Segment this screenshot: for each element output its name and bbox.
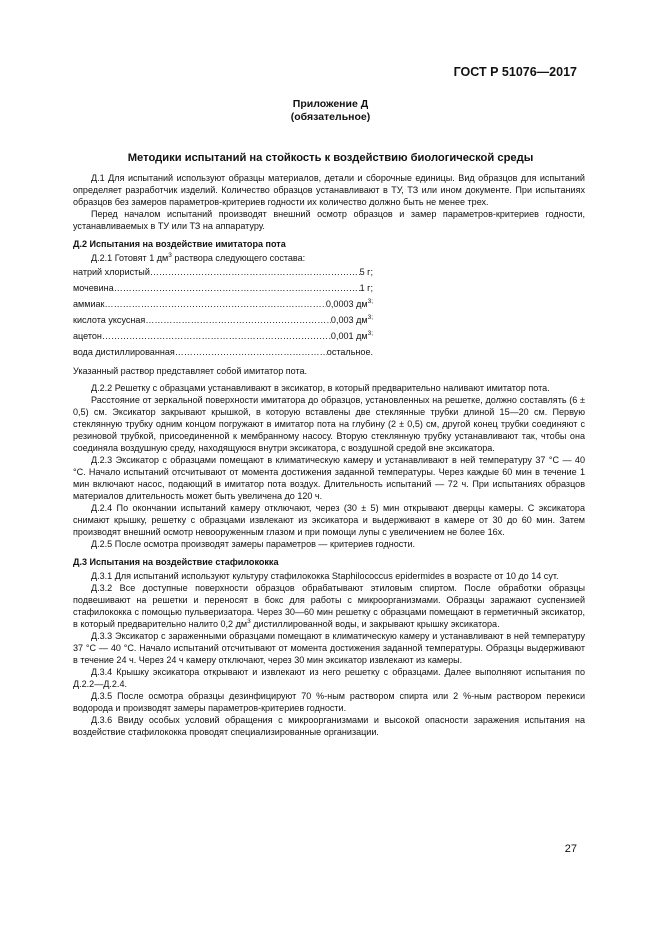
composition-item: ацетон …………………………………………………………………………………… 0,001 $дм^{3;}$ <box>73 328 373 344</box>
paragraph-d24: Д.2.4 По окончании испытаний камеру отключают, через (30 ± 5) мин открывают дверцы камеры. С эксикатора снимают крышку, решетку с образцами извлекают из эксикатора и выдерживают в камере от 30 до 60 мин. Затем производят внешний осмотр невооруженным глазом и при помощи лупы с увеличением не более 16х. <box>73 503 585 537</box>
composition-list <box>73 264 585 360</box>
paragraph-d1-inspection: Перед началом испытаний производят внешний осмотр образцов и замер параметров-критериев годности, устанавливаемых в ТУ или ТЗ на аппаратуру. <box>73 209 585 231</box>
paragraph-solution-note: Указанный раствор представляет собой имитатор пота. <box>73 366 308 376</box>
paragraph-d23: Д.2.3 Эксикатор с образцами помещают в климатическую камеру и устанавливают в ней температуру 37 °С — 40 °С. Начало испытаний отсчитывают от момента достижения заданной температуры. Через каждые 60 мин в течение 1 мин включают насос, подающий в имитатор пота воздух. Длительность испытаний — 72 ч. При испытаниях образцов материалов длительность может быть увеличена до 120 ч. <box>73 455 585 501</box>
section-title: Методики испытаний на стойкость к воздействию биологической среды <box>127 152 534 164</box>
page-number: 27 <box>564 843 577 855</box>
section-heading-d3: Д.3 Испытания на воздействие стафилококка <box>73 557 279 567</box>
paragraph-d31: Д.3.1 Для испытаний используют культуру стафилококка Staphilococcus epidermides в возрасте от 10 до 14 сут. <box>91 571 559 581</box>
document-body <box>73 172 585 738</box>
paragraph-d35: Д.3.5 После осмотра образцы дезинфицируют 70 %-ным раствором спирта или 2 %-ным раствором перекиси водорода и производят замеры параметров-критериев годности. <box>73 691 585 713</box>
paragraph-d33: Д.3.3 Эксикатор с зараженными образцами помещают в климатическую камеру и устанавливают в ней температуру 37 °С — 40 °С. Начало испытаний отсчитывают от момента достижения заданной температуры. Образцы выдерживают в течение 24 ч. Через 24 ч камеру отключают, через 30 мин эксикатор извлекают из камеры. <box>73 631 585 665</box>
paragraph-d22: Д.2.2 Решетку с образцами устанавливают в эксикатор, в который предварительно наливают имитатор пота. <box>91 383 550 393</box>
paragraph-d21: Д.2.1 Готовят 1 $дм^3$ раствора следующего состава: <box>91 251 306 263</box>
paragraph-d1: Д.1 Для испытаний используют образцы материалов, детали и сборочные единицы. Вид образцов для испытаний определяет разработчик изделий. Количество образцов устанавливают в ТУ, ТЗ или ином документе. При испытаниях образцов без замеров параметров-критериев годности их количество должно быть не менее трех. <box>73 173 585 207</box>
composition-item: кислота уксусная …………………………………………………………………………………… 0,003 $дм^{3;}$ <box>73 312 373 328</box>
composition-item: натрий хлористый …………………………………………………………………………………… 5 г; <box>73 264 373 280</box>
standard-designation: ГОСТ Р 51076—2017 <box>453 65 577 79</box>
paragraph-d36: Д.3.6 Ввиду особых условий обращения с микроорганизмами и высокой опасности заражения испытания на воздействие стафилококка проводят специализированные организации. <box>73 715 585 737</box>
composition-item: вода дистиллированная …………………………………………………………………………………… остальное. <box>73 344 373 360</box>
appendix-status: (обязательное) <box>290 111 371 123</box>
composition-item: аммиак …………………………………………………………………………………… 0,0003 $дм^{3;}$ <box>73 296 373 312</box>
paragraph-d22-distance: Расстояние от зеркальной поверхности имитатора до образцов, установленных на решетке, должно составлять (6 ± 0,5) см. Эксикатор закрывают крышкой, в которую вставлены две стеклянные трубки длиной 15—20 см. Первую стеклянную трубку одним концом погружают в имитатор пота на глубину (2 ± 0,5) см, другой конец трубки соединяют с резиновой трубкой, присоединенной к мембранному насосу. Вторую стеклянную трубку устанавливают так, чтобы она соединяла воздушную среду, находящуюся внутри эксикатора, с воздушной средой вне эксикатора. <box>73 395 585 453</box>
appendix-title: Приложение Д <box>292 98 369 110</box>
paragraph-d25: Д.2.5 После осмотра производят замеры параметров — критериев годности. <box>91 539 416 549</box>
paragraph-d32: Д.3.2 Все доступные поверхности образцов обрабатывают этиловым спиртом. После обработки образцы подвешивают на решетки и переносят в бокс для работы с микроорганизмами. Образцы заражают суспензией стафилококка с помощью пульверизатора. Через 30—60 мин решетку с образцами помещают в герметичный эксикатор, в который предварительно налито 0,2 $дм^3$ дистиллированной воды, и закрывают крышку эксикатора. <box>73 583 585 629</box>
paragraph-d34: Д.3.4 Крышку эксикатора открывают и извлекают из него решетку с образцами. Далее выполняют испытания по Д.2.2—Д.2.4. <box>73 667 585 689</box>
composition-item: мочевина …………………………………………………………………………………… 1 г; <box>73 280 373 296</box>
section-heading-d2: Д.2 Испытания на воздействие имитатора пота <box>73 239 286 249</box>
